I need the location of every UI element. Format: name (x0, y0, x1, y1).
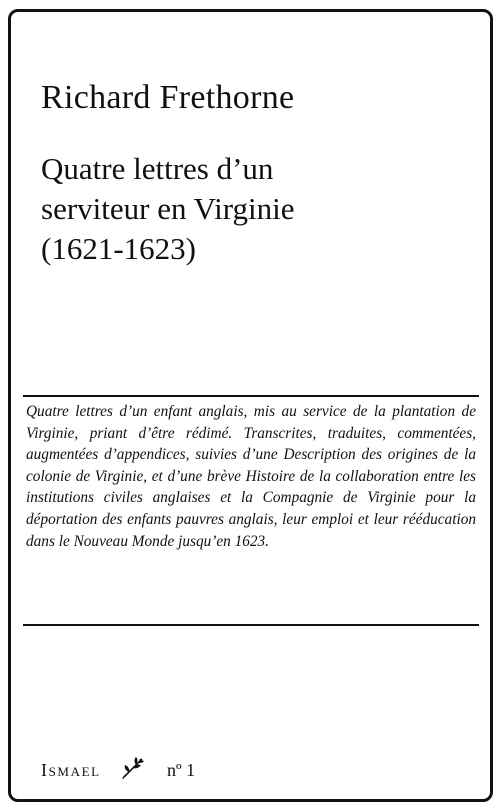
book-cover (8, 9, 493, 802)
title-line-2: serviteur en Virginie (41, 191, 295, 226)
issue-number: nº 1 (167, 760, 196, 780)
summary-bottom-rule (23, 624, 479, 626)
title-line-3: (1621-1623) (41, 231, 196, 266)
book-title (41, 149, 461, 269)
author-name: Richard Frethorne (41, 79, 295, 116)
publisher-footer (41, 756, 241, 784)
summary-text: Quatre lettres d’un enfant anglais, mis au service de la plantation de Virginie, priant d’être rédimé. Transcrites, traduites, commentées, augmentées d’appendices, suivies d’une Description des origines de la colonie de Virginie, et d’une brève Histoire de la collaboration entre les institutions civiles anglaises et la Compagnie de Virginie pour la déportation des enfants pauvres anglais, leur emploi et leur rééducation dans le Nouveau Monde jusqu’en 1623. (26, 403, 476, 550)
title-line-1: Quatre lettres d’un (41, 151, 274, 186)
summary-top-rule (23, 395, 479, 397)
publisher-name: Ismael (41, 760, 101, 780)
branch-leaf-ornament-icon (121, 756, 145, 780)
